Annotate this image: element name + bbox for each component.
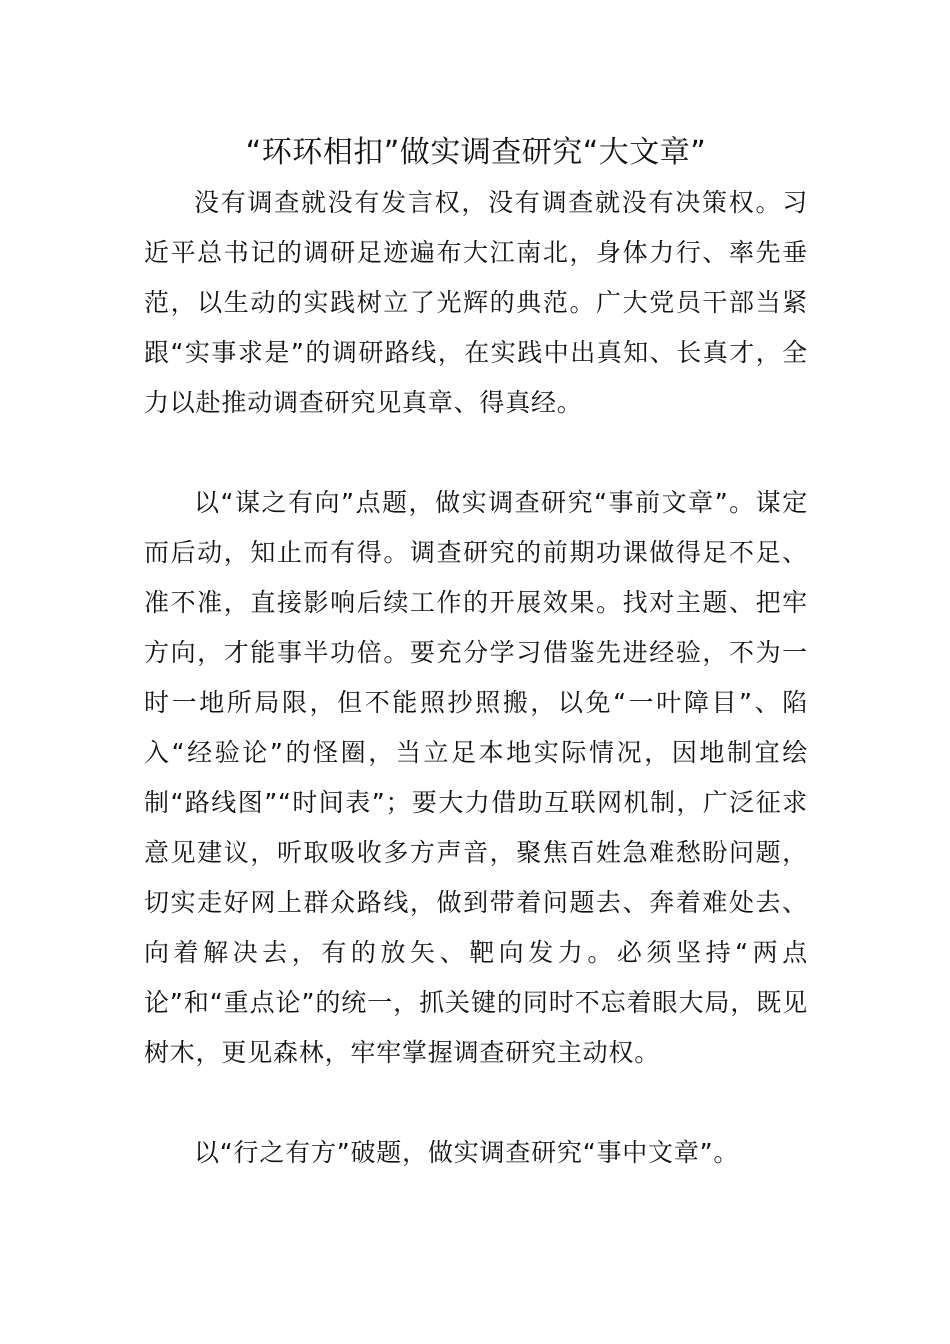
paragraph-gap — [144, 428, 808, 478]
document-title: “环环相扣”做实调查研究“大文章” — [245, 135, 707, 170]
paragraph-execution: 以“行之有方”破题，做实调查研究“事中文章”。 — [194, 1138, 740, 1167]
paragraph-intro: 没有调查就没有发言权，没有调查就没有决策权。习近平总书记的调研足迹遍布大江南北，身体力行、率先垂范，以生动的实践树立了光辉的典范。广大党员干部当紧跟“实事求是”的调研路线，在实践中出真知、长真才，全力以赴推动调查研究见真章、得真经。 — [144, 188, 808, 417]
paragraph-gap — [144, 1078, 808, 1128]
paragraph-planning: 以“谋之有向”点题，做实调查研究“事前文章”。谋定而后动，知止而有得。调查研究的前期功课做得足不足、准不准，直接影响后续工作的开展效果。找对主题、把牢方向，才能事半功倍。要充分学习借鉴先进经验，不为一时一地所局限，但不能照抄照搬，以免“一叶障目”、陷入“经验论”的怪圈，当立足本地实际情况，因地制宜绘制“路线图”“时间表”；要大力借助互联网机制，广泛征求意见建议，听取吸收多方声音，聚焦百姓急难愁盼问题，切实走好网上群众路线，做到带着问题去、奔着难处去、向着解决去，有的放矢、靶向发力。必须坚持“两点论”和“重点论”的统一，抓关键的同时不忘着眼大局，既见树木，更见森林，牢牢掌握调查研究主动权。 — [144, 488, 808, 1067]
document-body — [144, 128, 808, 1178]
